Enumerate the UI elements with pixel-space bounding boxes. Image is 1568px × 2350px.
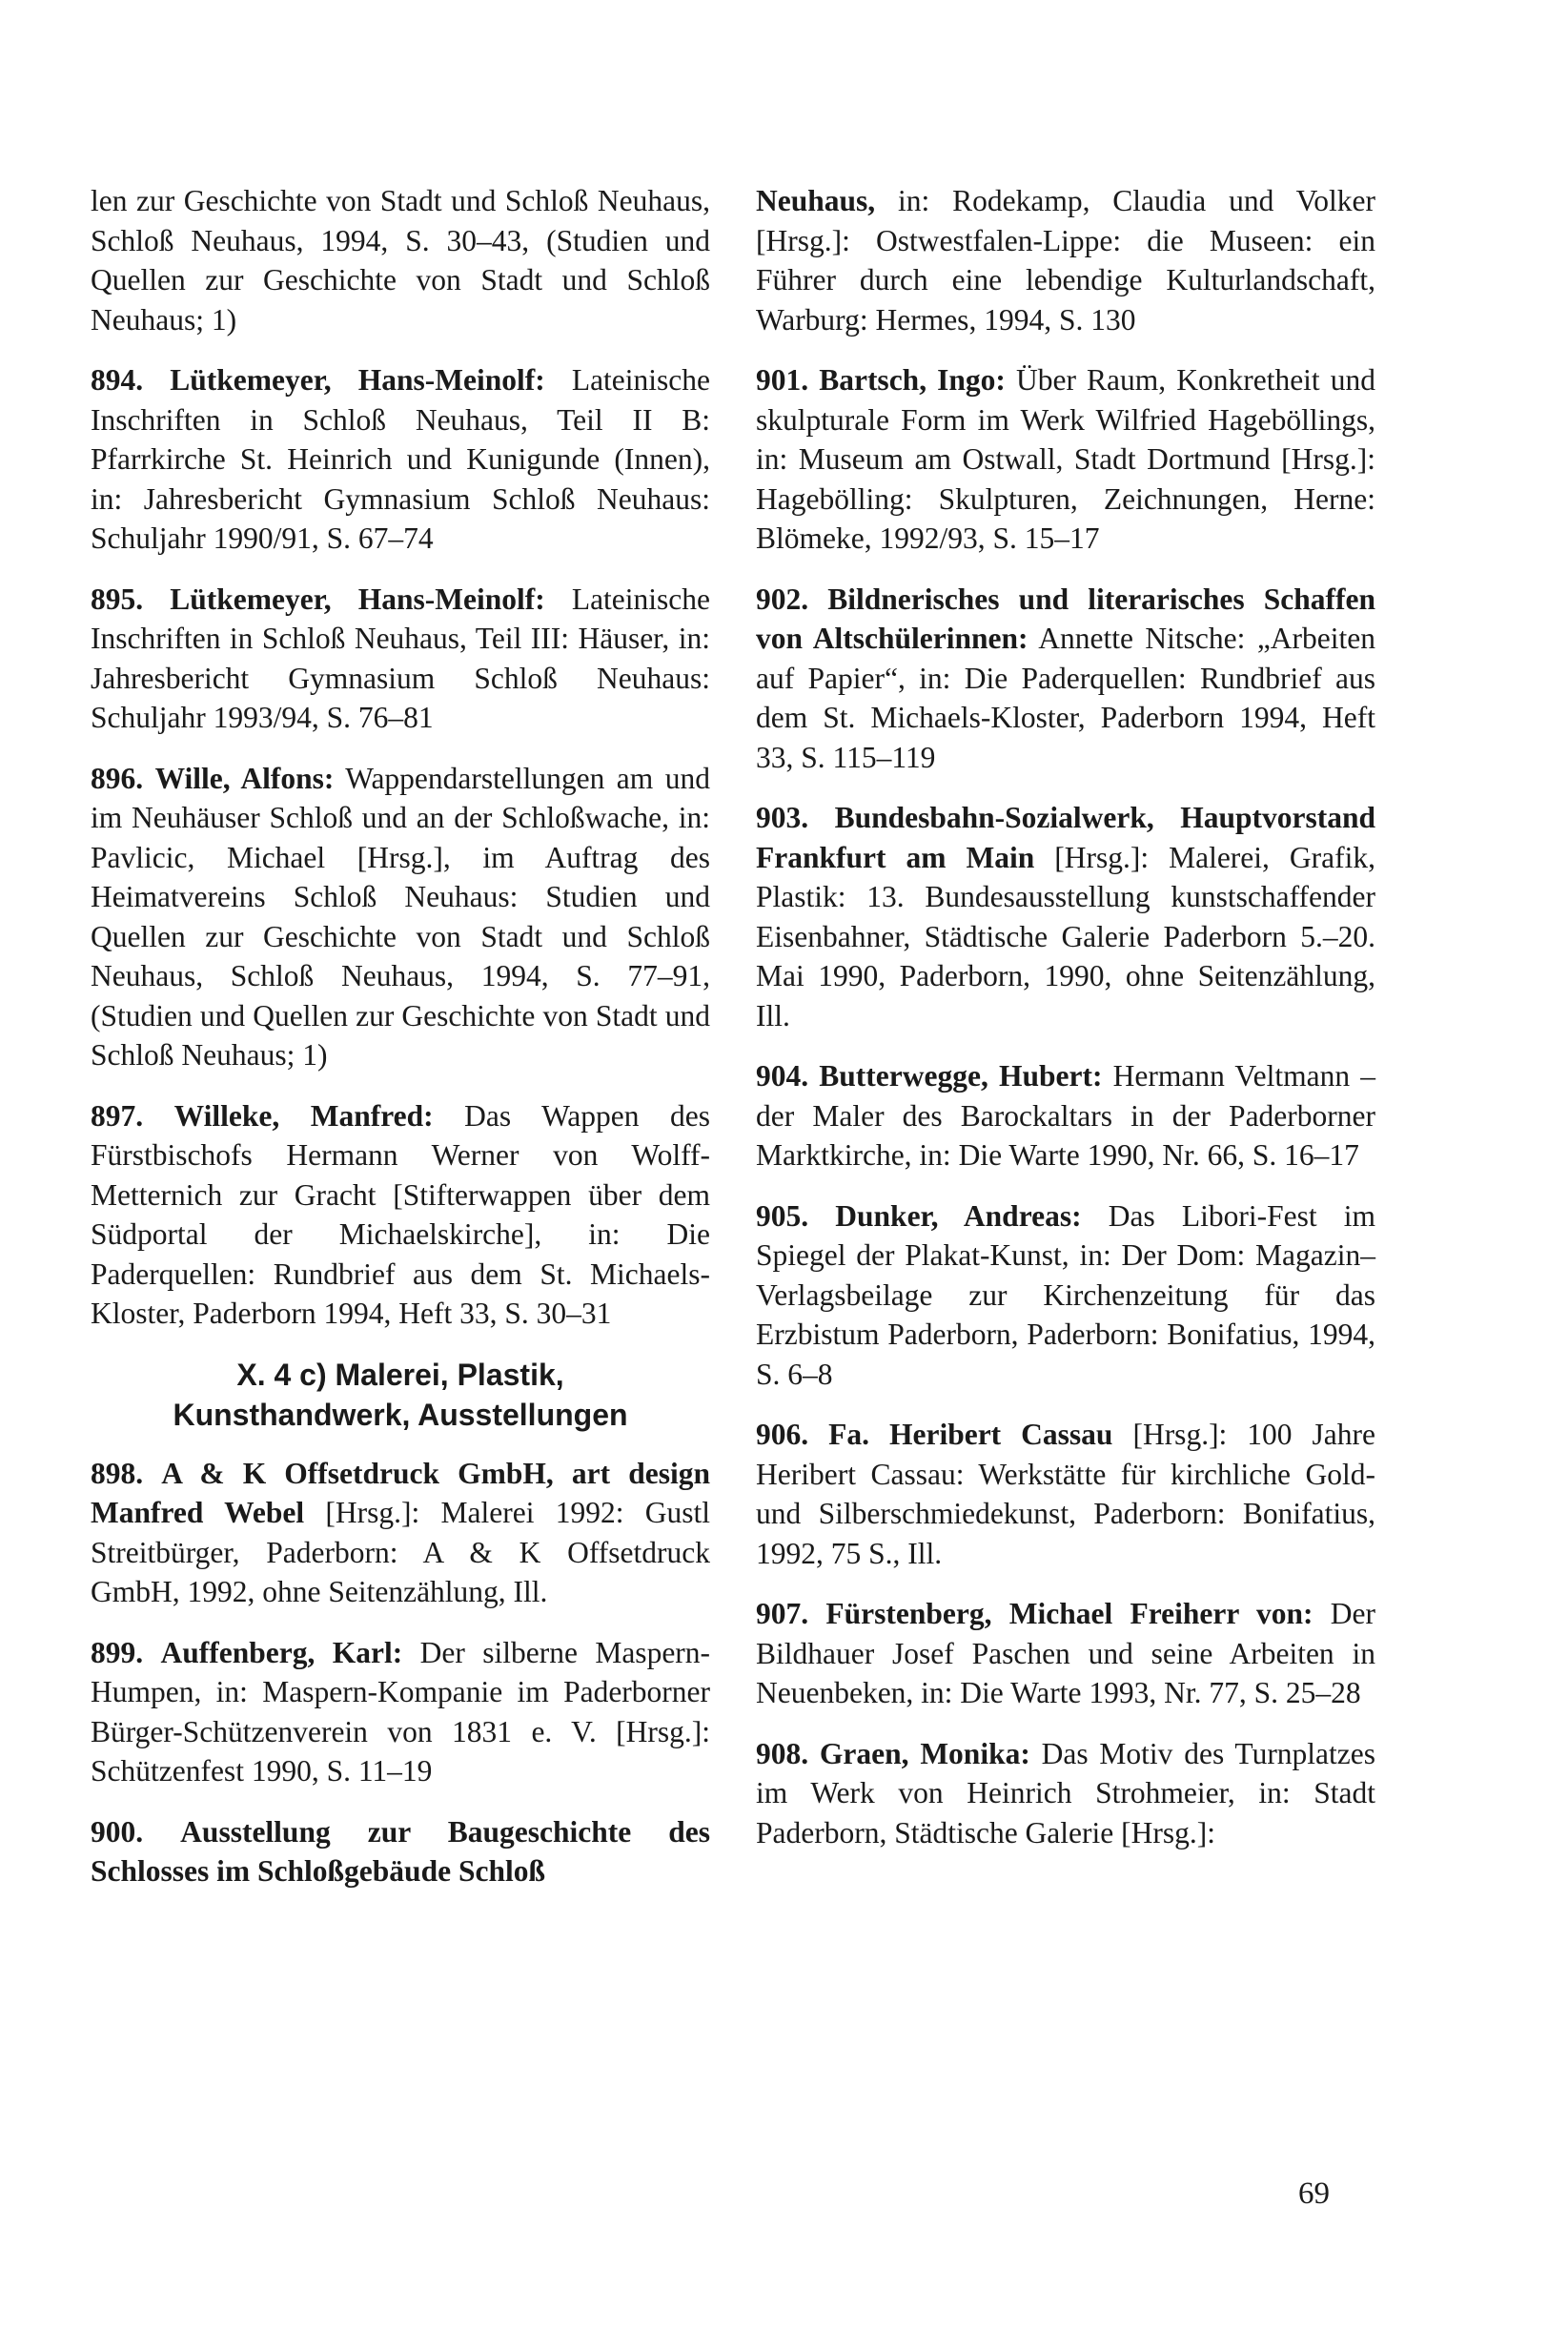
entry-number: 898. xyxy=(91,1456,144,1490)
entry-author: A & K Offsetdruck GmbH, art design Manfred Webel xyxy=(91,1456,710,1529)
entry-text: Lateinische Inschriften in Schloß Neuhaus, Teil II B: Pfarrkirche St. Heinrich und Kunigunde (Innen), in: Jahresbericht Gymnasium Schloß Neuhaus: Schuljahr 1990/91, S. 67–74 xyxy=(91,363,711,555)
entry-number: 900. xyxy=(91,1814,144,1849)
entry-author: Ausstellung zur Baugeschichte des Schlosses im Schloßgebäude Schloß xyxy=(91,1814,710,1888)
bibliography-entry-902 xyxy=(756,580,1375,778)
entry-author: Fürstenberg, Michael Freiherr von: xyxy=(825,1597,1313,1630)
entry-number: 902. xyxy=(756,582,809,616)
section-heading-line-1: X. 4 c) Malerei, Plastik, xyxy=(236,1357,564,1392)
entry-author: Graen, Monika: xyxy=(819,1736,1030,1770)
bibliography-entry-903 xyxy=(756,798,1375,1035)
entry-text: Der silberne Maspern-Humpen, in: Maspern-Kompanie im Paderborner Bürger-Schützenverein von 1831 e. V. [Hrsg.]: Schützenfest 1990, S. 11–19 xyxy=(91,1635,711,1788)
entry-text: Das Libori-Fest im Spiegel der Plakat-Kunst, in: Der Dom: Magazin–Verlagsbeilage zur Kirchenzeitung für das Erzbistum Paderborn, Paderborn: Bonifatius, 1994, S. 6–8 xyxy=(756,1198,1375,1391)
entry-author: Bundesbahn-Sozialwerk, Hauptvorstand Frankfurt am Main xyxy=(756,801,1375,874)
bibliography-entry-905 xyxy=(756,1196,1375,1395)
entry-author: Auffenberg, Karl: xyxy=(160,1635,403,1669)
bibliography-entry-895 xyxy=(91,580,710,738)
entry-text: [Hrsg.]: Malerei 1992: Gustl Streitbürger, Paderborn: A & K Offsetdruck GmbH, 1992, ohne Seitenzählung, Ill. xyxy=(91,1496,711,1608)
entry-author: Fa. Heribert Cassau xyxy=(828,1418,1113,1451)
bibliography-entry-899 xyxy=(91,1633,710,1791)
entry-number: 899. xyxy=(91,1635,144,1669)
entry-text: Das Wappen des Fürstbischofs Hermann Werner von Wolff-Metternich zur Gracht [Stifterwappen über dem Südportal der Michaelskirche], in: Die Paderquellen: Rundbrief aus dem St. Michaels-Kloster, Paderborn 1994, Heft 33, S. 30–31 xyxy=(91,1098,711,1330)
bibliography-entry-897 xyxy=(91,1096,710,1334)
entry-text: in: Rodekamp, Claudia und Volker [Hrsg.]: Ostwestfalen-Lippe: die Museen: ein Führer durch eine lebendige Kulturlandschaft, Warburg: Hermes, 1994, S. 130 xyxy=(756,184,1376,337)
entry-number: 901. xyxy=(756,363,809,397)
entry-text: Wappendarstellungen am und im Neuhäuser Schloß und an der Schloßwache, in: Pavlicic, Michael [Hrsg.], im Auftrag des Heimatvereins Schloß Neuhaus: Studien und Quellen zur Geschichte von Stadt und Schloß Neuhaus, Schloß Neuhaus, 1994, S. 77–91, (Studien und Quellen zur Geschichte von Stadt und Schloß Neuhaus; 1) xyxy=(91,761,710,1072)
entry-number: 903. xyxy=(756,801,809,834)
entry-number: 907. xyxy=(756,1597,809,1630)
bibliography-entry-898 xyxy=(91,1454,710,1612)
entry-text: Annette Nitsche: „Arbeiten auf Papier“, in: Die Paderquellen: Rundbrief aus dem St. Michaels-Kloster, Paderborn 1994, Heft 33, S. 115–119 xyxy=(756,622,1375,774)
bibliography-entry-908 xyxy=(756,1734,1375,1853)
continuation-text: len zur Geschichte von Stadt und Schloß Neuhaus, Schloß Neuhaus, 1994, S. 30–43, (Studien und Quellen zur Geschichte von Stadt und Schloß Neuhaus; 1) xyxy=(91,184,710,337)
right-column xyxy=(756,181,1375,1873)
bibliography-entry-894 xyxy=(91,360,710,559)
entry-text: Das Motiv des Turnplatzes im Werk von Heinrich Strohmeier, in: Stadt Paderborn, Städtische Galerie [Hrsg.]: xyxy=(756,1736,1376,1849)
section-heading xyxy=(91,1355,710,1435)
page-number: 69 xyxy=(1298,2176,1330,2211)
entry-text: [Hrsg.]: Malerei, Grafik, Plastik: 13. Bundesausstellung kunstschaffender Eisenbahner, Städtische Galerie Paderborn 5.–20. Mai 1990, Paderborn, 1990, ohne Seitenzählung, Ill. xyxy=(756,840,1375,1032)
entry-author: Bildnerisches und literarisches Schaffen von Altschülerinnen: xyxy=(756,582,1375,655)
entry-text: Hermann Veltmann – der Maler des Barockaltars in der Paderborner Marktkirche, in: Die Warte 1990, Nr. 66, S. 16–17 xyxy=(756,1059,1376,1172)
entry-author: Lütkemeyer, Hans-Meinolf: xyxy=(170,363,545,397)
continuation-entry-900 xyxy=(756,181,1375,339)
left-column xyxy=(91,181,710,1912)
entry-number: 894. xyxy=(91,363,144,397)
bibliography-entry-900 xyxy=(91,1812,710,1891)
entry-number: 906. xyxy=(756,1418,809,1451)
entry-number: 895. xyxy=(91,582,144,616)
entry-author: Bartsch, Ingo: xyxy=(819,363,1006,397)
entry-author: Dunker, Andreas: xyxy=(835,1198,1082,1233)
entry-number: 908. xyxy=(756,1736,809,1770)
bibliography-entry-901 xyxy=(756,360,1375,559)
entry-number: 897. xyxy=(91,1098,144,1133)
entry-author: Wille, Alfons: xyxy=(154,761,335,795)
bibliography-entry-896 xyxy=(91,759,710,1075)
entry-author: Willeke, Manfred: xyxy=(173,1098,434,1133)
entry-author: Butterwegge, Hubert: xyxy=(819,1059,1103,1093)
entry-author-continuation: Neuhaus, xyxy=(756,184,876,217)
entry-text: Der Bildhauer Josef Paschen und seine Arbeiten in Neuenbeken, in: Die Warte 1993, Nr. 77, S. 25–28 xyxy=(756,1597,1376,1709)
entry-text: [Hrsg.]: 100 Jahre Heribert Cassau: Werkstätte für kirchliche Gold- und Silberschmiedekunst, Paderborn: Bonifatius, 1992, 75 S., Ill. xyxy=(756,1418,1376,1570)
entry-number: 904. xyxy=(756,1059,809,1093)
entry-author: Lütkemeyer, Hans-Meinolf: xyxy=(170,582,545,616)
section-heading-line-2: Kunsthandwerk, Ausstellungen xyxy=(173,1397,628,1432)
entry-number: 905. xyxy=(756,1198,809,1233)
bibliography-entry-907 xyxy=(756,1594,1375,1713)
bibliography-entry-906 xyxy=(756,1415,1375,1573)
entry-text: Lateinische Inschriften in Schloß Neuhaus, Teil III: Häuser, in: Jahresbericht Gymnasium Schloß Neuhaus: Schuljahr 1993/94, S. 76–81 xyxy=(91,582,711,734)
entry-number: 896. xyxy=(91,761,144,795)
bibliography-entry-904 xyxy=(756,1056,1375,1175)
entry-text: Über Raum, Konkretheit und skulpturale Form im Werk Wilfried Hageböllings, in: Museum am Ostwall, Stadt Dortmund [Hrsg.]: Hagebölling: Skulpturen, Zeichnungen, Herne: Blömeke, 1992/93, S. 15–17 xyxy=(756,363,1376,555)
